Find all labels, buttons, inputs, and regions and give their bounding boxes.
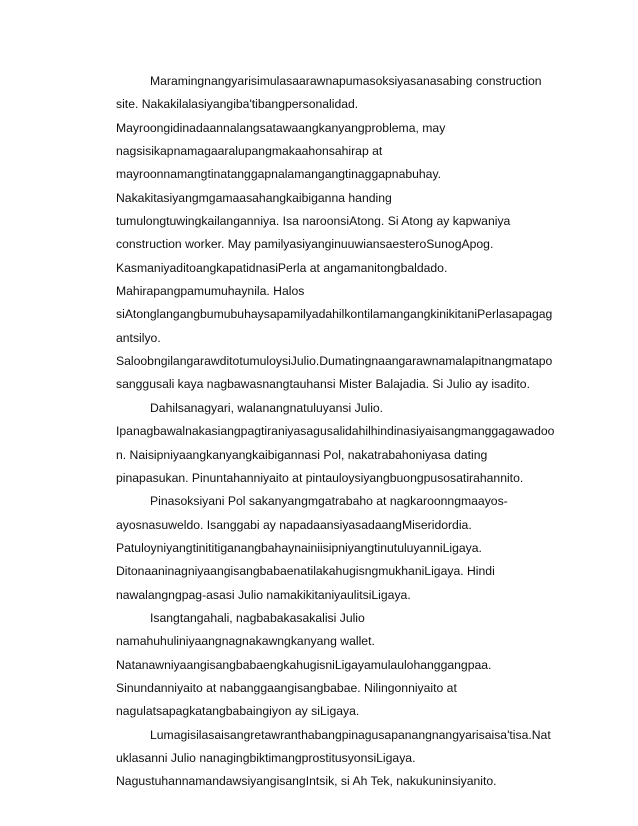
text-line: Mayroongidinadaannalangsatawaangkanyangproblema, may xyxy=(116,120,446,135)
text-line: tumulongtuwingkailanganniya. Isa naroonsiAtong. Si Atong ay kapwaniya xyxy=(116,214,511,229)
text-line: nawalangngpag-asasi Julio namakikitaniyaulitsiLigaya. xyxy=(116,587,411,602)
text-line: sanggusali kaya nagbawasnangtauhansi Mister Balajadia. Si Julio ay isadito. xyxy=(116,377,530,392)
text-line: ayosnasuweldo. Isanggabi ay napadaansiyasadaangMiseridordia. xyxy=(116,517,472,532)
text-line: Pinasoksiyani Pol sakanyangmgatrabaho at nagkaroonngmaayos- xyxy=(150,494,508,509)
text-line: NagustuhannamandawsiyangisangIntsik, si Ah Tek, nakukuninsiyanito. xyxy=(116,774,497,789)
text-line: Maramingnangyarisimulasaarawnapumasoksiyasanasabing construction xyxy=(150,74,542,88)
text-line: NatanawniyaangisangbabaengkahugisniLigayamulaulohanggangpaa. xyxy=(116,657,492,672)
text-line: site. Nakakilalasiyangiba'tibangpersonalidad. xyxy=(116,97,359,112)
text-line: namahuhuliniyaangnagnakawngkanyang wallet. xyxy=(116,634,375,649)
text-line: construction worker. May pamilyasiyanginuuwiansaesteroSunogApog. xyxy=(116,237,494,252)
text-line: SaloobngilangarawditotumuloysiJulio.Dumatingnaangarawnamalapitnangmatapo xyxy=(116,354,553,369)
text-line: Dahilsanagyari, walanangnatuluyansi Julio. xyxy=(150,400,384,415)
text-line: n. Naisipniyaangkanyangkaibigannasi Pol, nakatrabahoniyasa dating xyxy=(116,447,488,462)
text-line: Lumagisilasaisangretawranthabangpinagusapanangnangyarisaisa'tisa.Nat xyxy=(150,727,551,742)
text-line: nagsisikapnamagaaralupangmakaahonsahirap at xyxy=(116,144,383,159)
text-line: Ipanagbawalnakasiangpagtiraniyasagusalidahilhindinasiyaisangmanggagawadoo xyxy=(116,424,555,439)
text-line: Sinundanniyaito at nabanggaangisangbabae. Nilingonniyaito at xyxy=(116,680,457,695)
text-line: nagulatsapagkatangbabaingiyon ay siLigaya. xyxy=(116,704,360,719)
body-text xyxy=(116,70,568,794)
text-line: Isangtangahali, nagbabakasakalisi Julio xyxy=(150,610,365,625)
text-line: KasmaniyaditoangkapatidnasiPerla at angamanitongbaldado. xyxy=(116,260,448,275)
text-line: uklasanni Julio nanagingbiktimangprostitusyonsiLigaya. xyxy=(116,750,416,765)
text-line: pinapasukan. Pinuntahanniyaito at pintauloysiyangbuongpusosatirahannito. xyxy=(116,470,524,485)
text-line: siAtonglangangbumubuhaysapamilyadahilkontilamangangkinikitaniPerlasapagag xyxy=(116,307,553,322)
text-line: mayroonnamangtinatanggapnalamangangtinaggapnabuhay. xyxy=(116,167,442,182)
text-line: DitonaaninagniyaangisangbabaenatilakahugisngmukhaniLigaya. Hindi xyxy=(116,564,495,579)
text-line: Mahirapangpamumuhaynila. Halos xyxy=(116,284,305,299)
text-line: antsilyo. xyxy=(116,330,161,345)
text-line: PatuloyniyangtinititiganangbahaynainiisipniyangtinutuluyanniLigaya. xyxy=(116,540,482,555)
text-line: Nakakitasiyangmgamaasahangkaibiganna handing xyxy=(116,190,392,205)
